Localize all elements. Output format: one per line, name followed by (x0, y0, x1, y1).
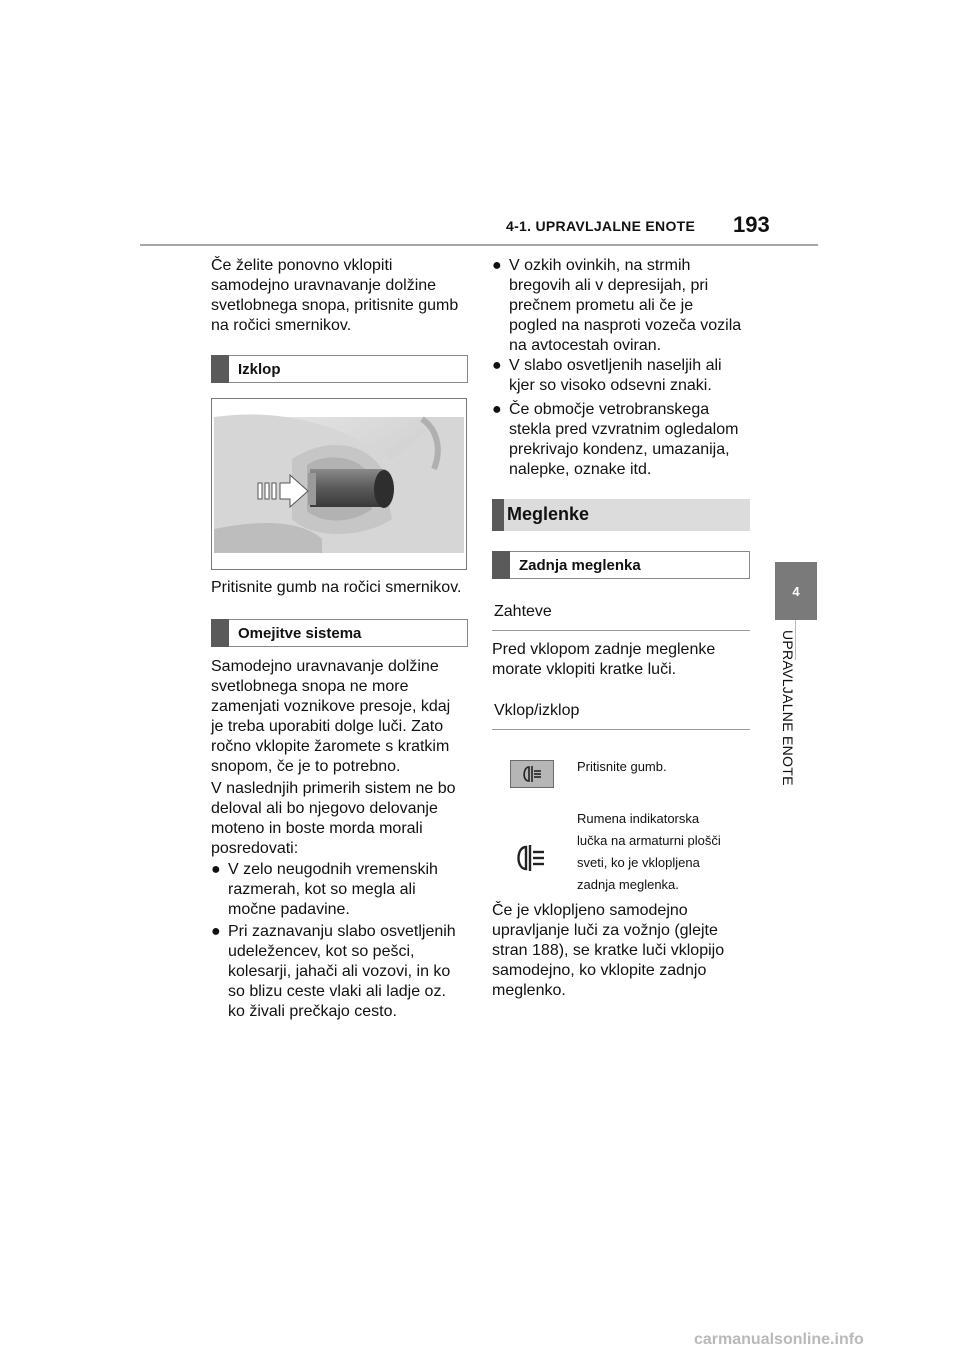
text-line: svetlobnega snopa ne more (211, 678, 409, 695)
text-line: V naslednjih primerih sistem ne bo (211, 780, 456, 797)
text-line: lučka na armaturni plošči (577, 833, 721, 848)
meglenke-heading: Meglenke (507, 504, 590, 524)
intro-paragraph (211, 256, 471, 336)
button-instruction: Pritisnite gumb. (577, 759, 667, 774)
text-line: snopom, če je to potrebno. (211, 758, 401, 775)
rear-fog-button-icon (510, 760, 554, 788)
text-line: Če je vklopljeno samodejno (492, 902, 688, 919)
limits-paragraph (211, 657, 471, 777)
text-line: V slabo osvetljenih naseljih ali (509, 357, 722, 374)
izklop-heading: Izklop (238, 361, 281, 378)
header-divider (140, 244, 818, 246)
limits-heading-box (211, 619, 468, 647)
text-line: samodejno, ko vklopite zadnjo (492, 962, 707, 979)
bullet-dot-icon: ● (492, 401, 502, 418)
rear-fog-button-glyph (511, 761, 553, 787)
heading-bar (492, 499, 504, 531)
heading-bar (211, 619, 229, 647)
text-line: Pri zaznavanju slabo osvetljenih (228, 923, 456, 940)
figure-caption: Pritisnite gumb na ročici smernikov. (211, 579, 462, 596)
text-line: moteno in boste morda morali (211, 820, 423, 837)
text-line: prekrivajo kondenz, umazanija, (509, 441, 730, 458)
text-line: sveti, ko je vklopljena (577, 855, 700, 870)
text-line: Če želite ponovno vklopiti (211, 257, 393, 274)
list-item-text (228, 922, 456, 1022)
text-line: posredovati: (211, 840, 299, 857)
examples-paragraph (211, 779, 471, 859)
chapter-tab (775, 562, 817, 620)
text-line: Samodejno uravnavanje dolžine (211, 658, 439, 675)
section-title: 4-1. UPRAVLJALNE ENOTE (506, 218, 696, 234)
limits-heading: Omejitve sistema (238, 625, 362, 642)
text-line: razmerah, kot so megla ali (228, 881, 416, 898)
heading-bar (492, 551, 510, 579)
list-item-text (509, 356, 722, 396)
list-item-text (228, 860, 438, 920)
text-line: samodejno uravnavanje dolžine (211, 277, 437, 294)
requirements-heading-box (492, 599, 750, 631)
heading-bar (211, 355, 229, 383)
requirements-heading: Zahteve (494, 603, 552, 620)
onoff-heading: Vklop/izklop (494, 702, 580, 719)
text-line: je treba uporabiti dolge luči. Zato (211, 718, 444, 735)
text-line: stekla pred vzvratnim ogledalom (509, 421, 739, 438)
text-line: zamenjati voznikove presoje, kdaj (211, 698, 451, 715)
text-line: prečnem prometu ali če je (509, 297, 694, 314)
chapter-number: 4 (792, 583, 800, 599)
rear-fog-heading-box (492, 551, 750, 579)
text-line: udeležencev, kot so pešci, (228, 943, 415, 960)
bullet-dot-icon: ● (211, 861, 221, 878)
rear-fog-heading: Zadnja meglenka (519, 557, 641, 574)
text-line: deloval ali bo njegovo delovanje (211, 800, 438, 817)
text-line: na avtocestah oviran. (509, 337, 662, 354)
onoff-heading-box (492, 698, 750, 730)
requirements-paragraph (492, 640, 762, 680)
bullet-dot-icon: ● (492, 357, 502, 374)
rear-fog-indicator-glyph (512, 843, 552, 873)
indicator-description (577, 808, 721, 896)
text-line: so blizu ceste vlaki ali ladje oz. (228, 983, 446, 1000)
text-line: V ozkih ovinkih, na strmih (509, 257, 691, 274)
chapter-title-vertical: UPRAVLJALNE ENOTE (780, 630, 796, 786)
text-line: upravljanje luči za vožnjo (glejte (492, 922, 718, 939)
meglenke-heading-box (492, 499, 750, 531)
text-line: ročno vklopite žaromete s kratkim (211, 738, 450, 755)
rear-fog-indicator-icon (512, 843, 552, 878)
text-line: pogled na nasproti vozeča vozila (509, 317, 742, 334)
text-line: Pred vklopom zadnje meglenke (492, 641, 716, 658)
text-line: meglenko. (492, 982, 566, 999)
watermark: carmanualsonline.info (694, 1331, 864, 1348)
bullet-dot-icon: ● (211, 923, 221, 940)
text-line: V zelo neugodnih vremenskih (228, 861, 438, 878)
text-line: zadnja meglenka. (577, 877, 679, 892)
text-line: Rumena indikatorska (577, 811, 700, 826)
text-line: kolesarji, jahači ali vozovi, in ko (228, 963, 451, 980)
text-line: kjer so visoko odsevni znaki. (509, 377, 712, 394)
text-line: stran 188), se kratke luči vklopijo (492, 942, 725, 959)
izklop-heading-box (211, 355, 468, 383)
auto-lights-paragraph (492, 901, 762, 1001)
page-number: 193 (733, 212, 770, 237)
text-line: bregovih ali v depresijah, pri (509, 277, 709, 294)
text-line: morate vklopiti kratke luči. (492, 661, 677, 678)
turn-signal-stalk-illustration (212, 399, 466, 569)
text-line: svetlobnega snopa, pritisnite gumb (211, 297, 459, 314)
stalk-button-figure (211, 398, 467, 570)
text-line: Če območje vetrobranskega (509, 401, 710, 418)
bullet-dot-icon: ● (492, 257, 502, 274)
list-item-text (509, 400, 738, 480)
text-line: močne padavine. (228, 901, 350, 918)
text-line: nalepke, oznake itd. (509, 461, 652, 478)
text-line: ko živali prečkajo cesto. (228, 1003, 397, 1020)
text-line: na ročici smernikov. (211, 317, 352, 334)
list-item-text (509, 256, 741, 356)
